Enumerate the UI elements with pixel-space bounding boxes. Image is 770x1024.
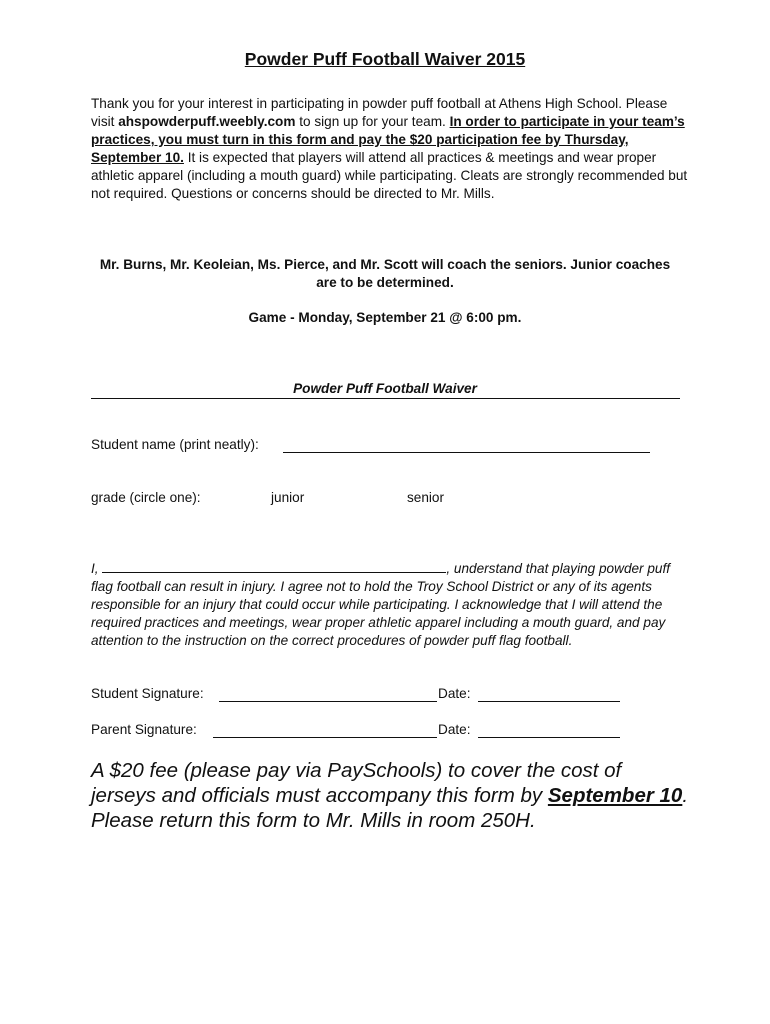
student-signature-label: Student Signature: [91,686,204,701]
fee-text-2: . Please return this form to Mr. Mills in room 250H. [91,784,689,832]
grade-option-senior[interactable]: senior [407,490,445,505]
parent-signature-label: Parent Signature: [91,722,197,737]
waiver-heading: Powder Puff Football Waiver [293,381,477,396]
student-date-field[interactable] [478,701,620,702]
ack-text: , understand that playing powder puff flag football can result in injury. I agree not to hold the Troy School District or any of its agents responsible for an injury that could occur while participating. I acknowledge that I will attend the required practices and meetings, wear proper athletic apparel including a mouth guard, and pay attention to the instruction on the correct procedures of powder puff flag football. [91,561,671,648]
intro-paragraph [91,95,691,202]
ack-prefix: I, [91,561,103,576]
fee-deadline: September 10 [547,784,683,807]
grade-option-junior[interactable]: junior [271,490,305,505]
fee-notice [91,758,691,833]
fee-requirement: In order to participate in your team’s practices, you must turn in this form and pay the $20 participation fee by Thursday, September 10. [91,113,685,165]
grade-label: grade (circle one): [91,490,201,505]
page-title: Powder Puff Football Waiver 2015 [244,49,526,69]
student-signature-field[interactable] [219,701,437,702]
ack-name-field[interactable] [102,560,446,573]
intro-text-3: It is expected that players will attend all practices & meetings and wear proper athletic apparel (including a mouth guard) while participating. Cleats are strongly recommended but not required. Questions or concerns should be directed to Mr. Mills. [91,149,688,201]
parent-signature-field[interactable] [213,737,437,738]
parent-date-label: Date: [438,722,471,737]
parent-date-field[interactable] [478,737,620,738]
intro-text-2: to sign up for your team. [295,113,450,129]
intro-text-1: Thank you for your interest in participating in powder puff football at Athens High School. Please visit [91,96,668,129]
student-date-label: Date: [438,686,471,701]
acknowledgement-paragraph [91,560,681,650]
game-date: Game - Monday, September 21 @ 6:00 pm. [248,310,522,325]
website-link: ahspowderpuff.weebly.com [118,113,296,129]
waiver-divider [91,398,680,399]
student-name-field[interactable] [283,452,650,453]
student-name-label: Student name (print neatly): [91,437,259,452]
fee-text-1: A $20 fee (please pay via PaySchools) to cover the cost of jerseys and officials must accompany this form by [91,759,622,807]
coaches-notice: Mr. Burns, Mr. Keoleian, Ms. Pierce, and Mr. Scott will coach the seniors. Junior coaches are to be determined. [99,257,671,290]
